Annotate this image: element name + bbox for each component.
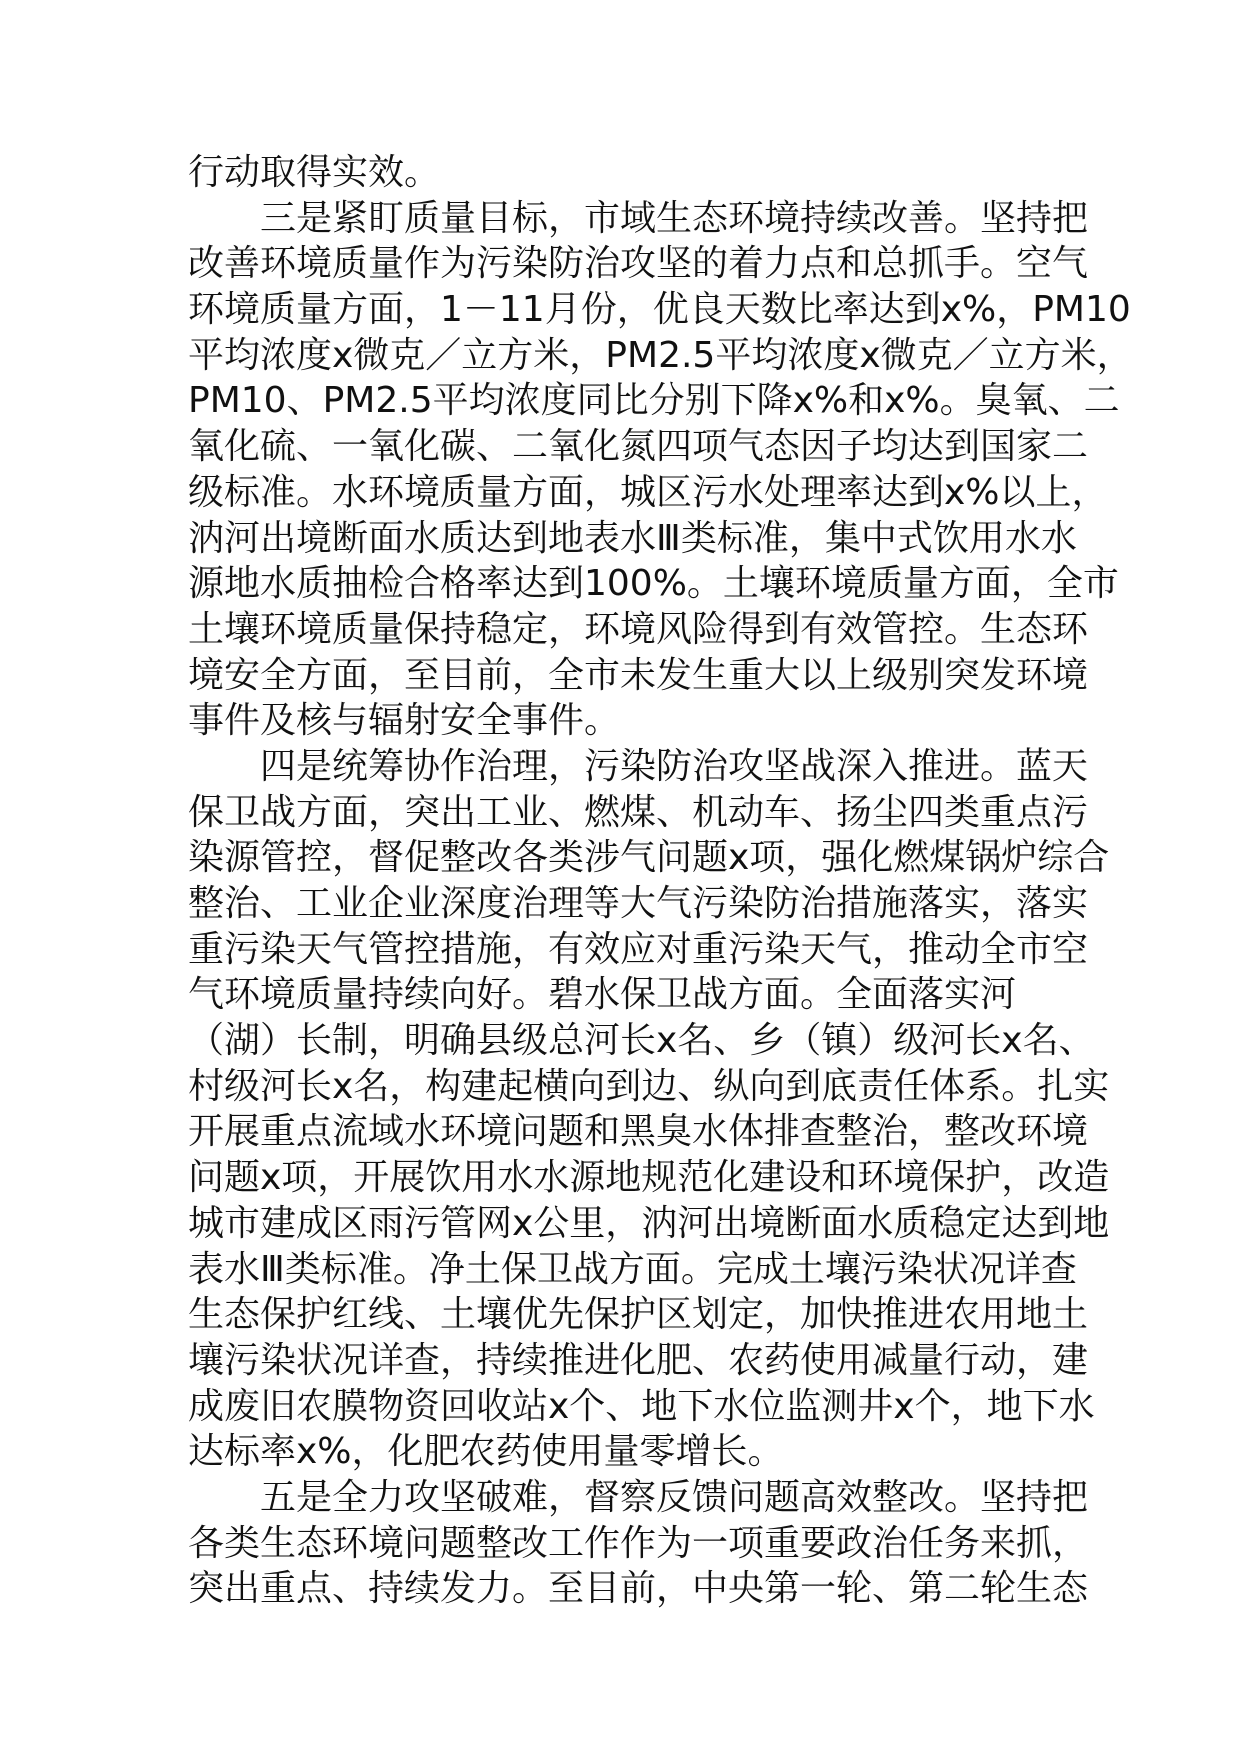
text-line: 环境质量方面，1－11月份，优良天数比率达到x%，PM10 [188, 289, 1131, 331]
paragraph-start-line: 五是全力攻坚破难，督察反馈问题高效整改。坚持把 [260, 1476, 1089, 1518]
text-line: 级标准。水环境质量方面，城区污水处理率达到x%以上， [188, 471, 1108, 513]
paragraph-start-line: 四是统筹协作治理，污染防治攻坚战深入推进。蓝天 [260, 745, 1089, 787]
text-line: 村级河长x名，构建起横向到边、纵向到底责任体系。扎实 [188, 1065, 1110, 1107]
text-line: 平均浓度x微克／立方米，PM2.5平均浓度x微克／立方米， [188, 334, 1133, 376]
text-line: 各类生态环境问题整改工作作为一项重要政治任务来抓， [188, 1522, 1089, 1564]
text-line: 生态保护红线、土壤优先保护区划定，加快推进农用地土 [188, 1294, 1089, 1336]
text-line: 问题x项，开展饮用水水源地规范化建设和环境保护，改造 [188, 1157, 1110, 1199]
text-line: 事件及核与辐射安全事件。 [188, 700, 621, 742]
text-line: 土壤环境质量保持稳定，环境风险得到有效管控。生态环 [188, 608, 1089, 650]
text-line: 达标率x%，化肥农药使用量零增长。 [188, 1431, 784, 1473]
text-line: 城市建成区雨污管网x公里，汭河出境断面水质稳定达到地 [188, 1202, 1110, 1244]
text-line: 汭河出境断面水质达到地表水Ⅲ类标准，集中式饮用水水 [188, 517, 1077, 559]
text-line: 成废旧农膜物资回收站x个、地下水位监测井x个，地下水 [188, 1385, 1095, 1427]
text-line: 保卫战方面，突出工业、燃煤、机动车、扬尘四类重点污 [188, 791, 1089, 833]
text-line: 重污染天气管控措施，有效应对重污染天气，推动全市空 [188, 928, 1089, 970]
text-line: 行动取得实效。 [188, 152, 441, 193]
text-line: 氧化硫、一氧化碳、二氧化氮四项气态因子均达到国家二 [188, 426, 1089, 468]
text-line: （湖）长制，明确县级总河长x名、乡（镇）级河长x名、 [188, 1020, 1095, 1062]
text-line: 染源管控，督促整改各类涉气问题x项，强化燃煤锅炉综合 [188, 837, 1110, 879]
text-line: 开展重点流域水环境问题和黑臭水体排查整治，整改环境 [188, 1111, 1089, 1153]
text-line: 气环境质量持续向好。碧水保卫战方面。全面落实河 [188, 974, 1017, 1016]
paragraph-start-line: 三是紧盯质量目标，市域生态环境持续改善。坚持把 [260, 197, 1089, 239]
text-line: 整治、工业企业深度治理等大气污染防治措施落实，落实 [188, 883, 1089, 924]
text-line: 壤污染状况详查，持续推进化肥、农药使用减量行动，建 [188, 1339, 1089, 1381]
text-line: PM10、PM2.5平均浓度同比分别下降x%和x%。臭氧、二 [188, 380, 1120, 422]
text-line: 表水Ⅲ类标准。净土保卫战方面。完成土壤污染状况详查 [188, 1248, 1077, 1290]
text-line: 改善环境质量作为污染防治攻坚的着力点和总抓手。空气 [188, 243, 1089, 285]
document-body-text [188, 150, 1133, 1612]
text-line: 境安全方面，至目前，全市未发生重大以上级别突发环境 [188, 654, 1089, 696]
text-line: 源地水质抽检合格率达到100%。土壤环境质量方面，全市 [188, 563, 1119, 605]
text-line: 突出重点、持续发力。至目前，中央第一轮、第二轮生态 [188, 1568, 1089, 1610]
